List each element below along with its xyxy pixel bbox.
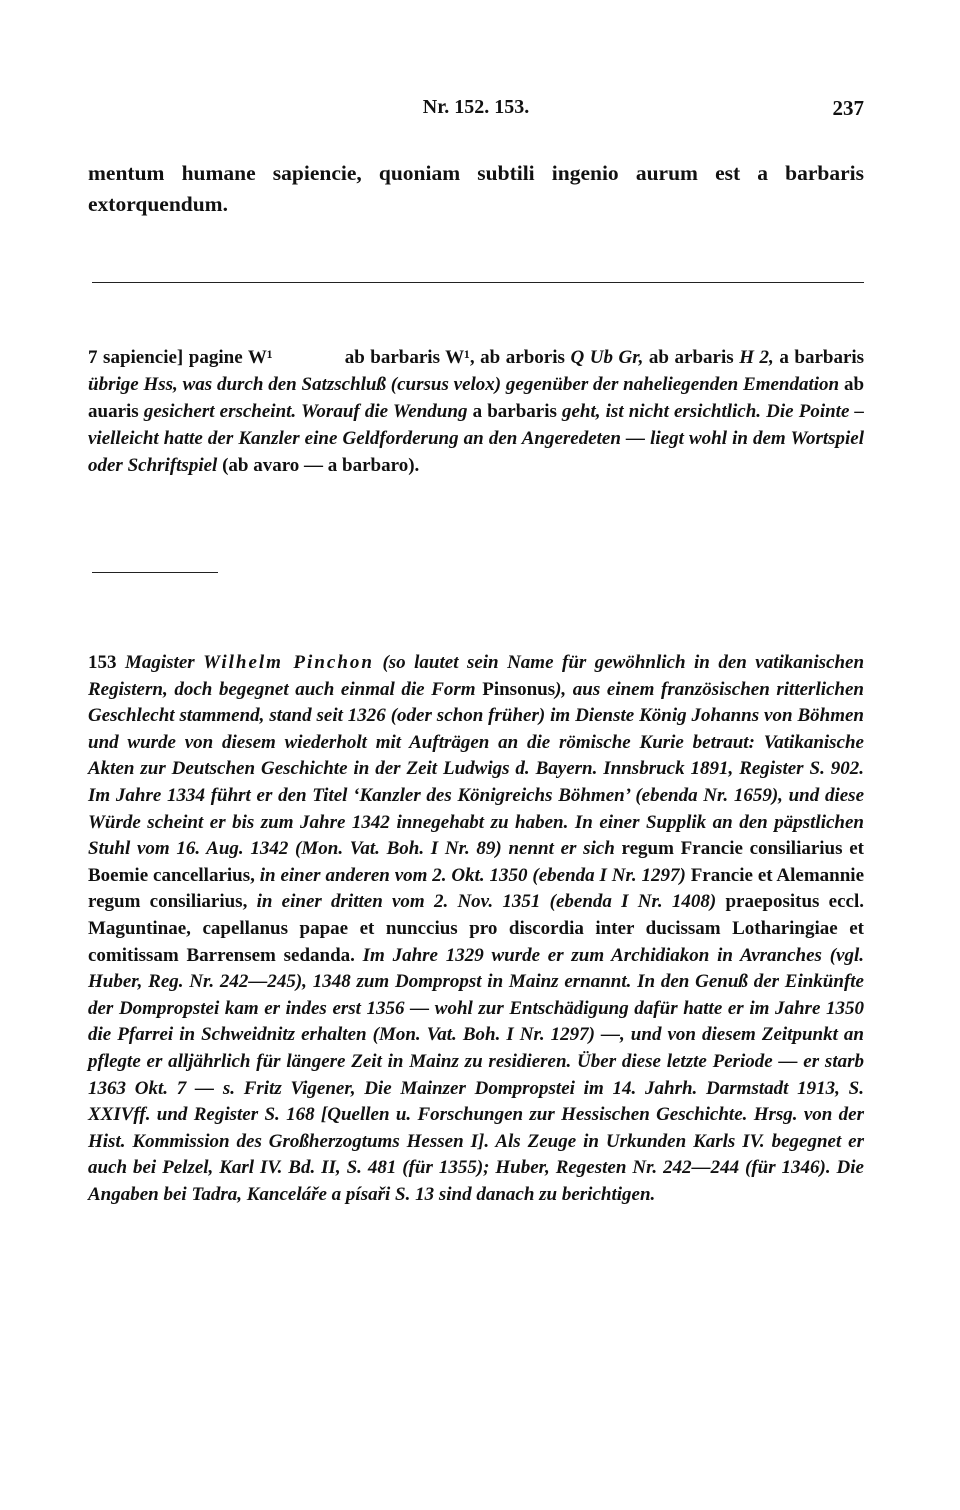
commentary-153 <box>88 650 864 1208</box>
commentary-text: in einer dritten vom 2. Nov. 1351 (ebenda I Nr. 1408) <box>256 891 717 913</box>
footnote-7-text: (ab avaro — a barbaro). <box>222 455 420 476</box>
footnote-7-text: a barbaris <box>779 347 865 368</box>
footnote-7-text: ab arbaris <box>648 347 734 368</box>
person-name: Wilhelm Pinchon <box>203 652 374 673</box>
footnote-7-comment: übrige Hss, was durch den Satzschluß (cursus velox) gegenüber der naheliegenden Emendation <box>88 374 840 395</box>
footnote-7-sigla: H 2, <box>739 347 774 368</box>
running-header <box>88 96 864 126</box>
footnote-7-sigla: Q Ub Gr, <box>570 347 644 368</box>
footnote-7-lemma: 7 sapiencie] pagine W¹ <box>88 347 273 368</box>
main-text <box>88 158 864 220</box>
footnote-rule <box>92 282 864 283</box>
footnote-7 <box>88 344 864 479</box>
footnote-7-text: ab barbaris W¹, ab arboris <box>344 347 565 368</box>
commentary-text: Im Jahre 1329 wurde er zum Archidiakon in Avranches (vgl. Huber, Reg. Nr. 242—245), 1348 zum Dompropst in Mainz ernannt. In den Genuß der Einkünfte der Dompropstei kam er indes erst 1356 — wohl zur Entschädigung dafür hatte er im Jahre 1350 die Pfarrei in Schweidnitz erhalten (Mon. Vat. Boh. I Nr. 1297) —, und von diesem Zeitpunkt an pflegte er alljährlich für längere Zeit in Mainz zu residieren. Über diese letzte Periode — er starb 1363 Okt. 7 — s. Fritz Vigener, Die Mainzer Dompropstei im 14. Jahrh. Darmstadt 1913, S. XXIVff. und Register S. 168 [Quellen u. Forschungen zur Hessischen Geschichte. Hrsg. von der Hist. Kommission des Großherzogtums Hessen I]. Als Zeuge in Urkunden Karls IV. begegnet er auch bei Pelzel, Karl IV. Bd. II, S. 481 (für 1355); Huber, Regesten Nr. 242—244 (für 1346). Die Angaben bei Tadra, Kanceláře a písaři S. 13 sind danach zu berichtigen. <box>88 944 864 1205</box>
main-text-content: mentum humane sapiencie, quoniam subtili ingenio aurum est a barbaris extorquendum. <box>88 161 864 216</box>
footnote-7-text: ab auaris <box>88 374 865 422</box>
commentary-quote: praepositus eccl. Maguntinae, capellanus papae et nunccius pro discordia inter ducissam Lotharingiae et comitissam Barrensem sedanda. <box>88 891 864 966</box>
commentary-quote: Francie et Alemannie regum consiliarius, <box>88 864 865 913</box>
footnote-7-text: a barbaris <box>472 401 557 422</box>
commentary-quote: Pinsonus <box>482 678 556 700</box>
commentary-rule <box>92 572 218 573</box>
commentary-number: 153 <box>88 652 117 673</box>
commentary-text: Magister <box>124 652 195 673</box>
section-number: Nr. 152. 153. <box>422 96 530 118</box>
commentary-quote: regum Francie consiliarius et Boemie cancellarius, <box>88 838 864 886</box>
commentary-text: ), aus einem französischen ritterlichen Geschlecht stammend, stand seit 1326 (oder schon früher) im Dienste König Johanns von Böhmen und wurde von diesem wiederholt mit Aufträgen an die römische Kurie betraut: Vatikanische Akten zur Deutschen Geschichte in der Zeit Ludwigs d. Bayern. Innsbruck 1891, Register S. 902. Im Jahre 1334 führt er den Titel ‘Kanzler des Königreichs Böhmen’ (ebenda Nr. 1659), und diese Würde scheint er bis zum Jahre 1342 innegehabt zu haben. In einer Supplik an den päpstlichen Stuhl vom 16. Aug. 1342 (Mon. Vat. Boh. I Nr. 89) nennt er sich <box>88 678 864 860</box>
commentary-text: (so lautet sein Name für gewöhnlich in den vatikanischen Registern, doch begegnet auch einmal die Form <box>88 652 865 700</box>
footnote-7-comment: gesichert erscheint. Worauf die Wendung <box>143 401 468 422</box>
page-number: 237 <box>832 96 864 120</box>
footnote-7-comment: geht, ist nicht ersichtlich. Die Pointe – vielleicht hatte der Kanzler eine Geldforderung an den Angeredeten — liegt wohl in dem Wortspiel oder Schriftspiel <box>88 401 865 476</box>
commentary-text: in einer anderen vom 2. Okt. 1350 (ebenda I Nr. 1297) <box>259 864 686 886</box>
